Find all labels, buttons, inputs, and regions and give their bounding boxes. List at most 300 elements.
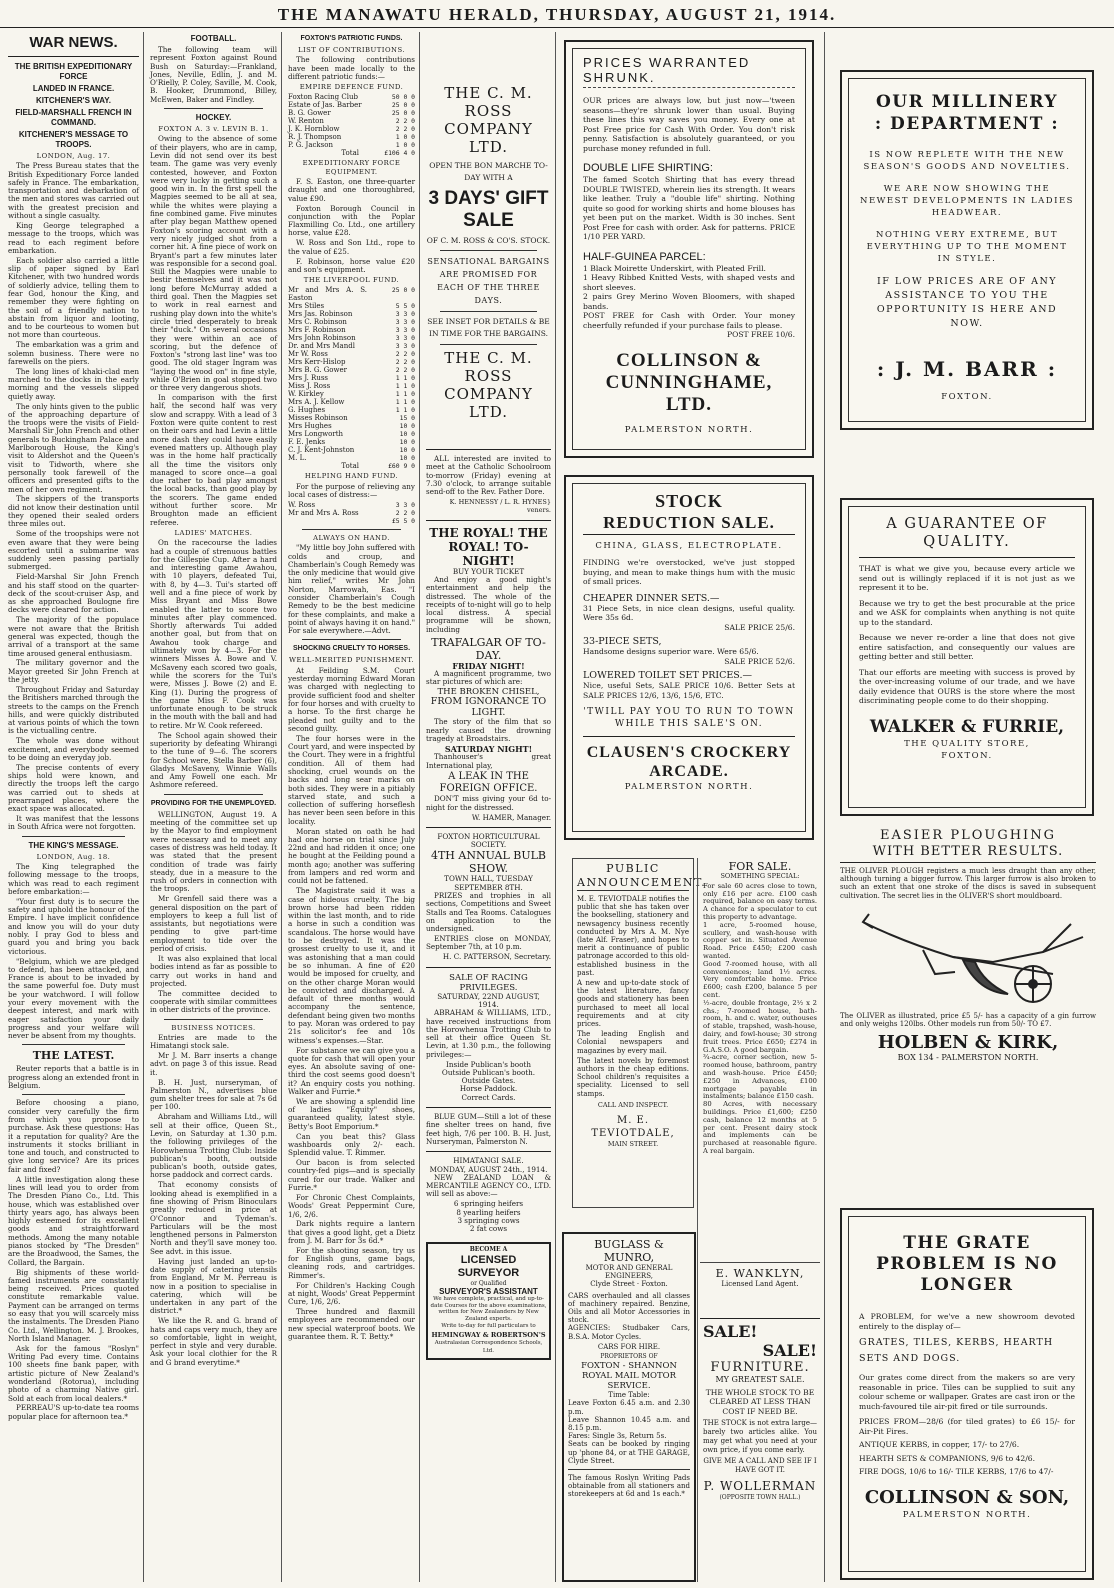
parcel-item: 1 Heavy Ribbed Knitted Vests, with shaped vests and short sleeves.	[583, 273, 795, 292]
article-paragraph: For Chronic Chest Complaints, Woods' Great Peppermint Cure, 1/6, 2/6.	[288, 1192, 415, 1219]
contribution-amount: 1 1 0	[395, 398, 415, 407]
article-paragraph: A little investigation along these lines will lead you to order from The Dresden Piano Co., Ltd. This house, which was established over thirty years ago, has always been highly esteemed for its excellent goods and straightforward methods. Among the many notable pianos stocked by "The Dresden" are the Broadwood, the Sames, the Collard, the Bargain.	[8, 1174, 139, 1267]
stock-item: 8 yearling heifers	[456, 1207, 521, 1217]
forsale-item: For sale 60 acres close to town, only £16 per acre. £100 cash required, balance on easy terms. A chance for a speculator to cut this property to advantage.	[703, 881, 817, 921]
contributor-name: Mrs John Robinson	[288, 334, 356, 343]
article-paragraph: Our bacon is from selected country-fed pigs—and is specially cured for our trade. Walker and Furrie.*	[288, 1158, 415, 1193]
article-paragraph: "Belgium, which we are pledged to defend, has been attacked, and France is about to be invaded by the same powerful foe. Duty must be your watchword. I will follow your every movement with the deepest interest, and mark with eager satisfaction your daily progress and your welfare will never be absent from my thoughts.	[8, 956, 139, 1041]
wollerman-firm: P. WOLLERMAN	[703, 1479, 817, 1494]
contribution-amount: 10 0	[399, 430, 415, 439]
ad-buglass-munro	[562, 1232, 696, 1582]
empire-fund-list	[288, 93, 415, 149]
kings-message-head: THE KING'S MESSAGE.	[28, 840, 119, 850]
contribution-amount: 5 5 0	[395, 302, 415, 311]
contribution-row	[288, 101, 415, 109]
ad-ploughing	[832, 826, 1104, 1088]
contribution-row	[288, 438, 415, 446]
stock-sub: CHINA, GLASS, ELECTROPLATE.	[595, 541, 783, 551]
public-body: M. E. TEVIOTDALE notifies the public that she has taken over the bookselling, stationery and newsagency business recently conducted by Mrs A. M. Nye (late Alf. Fraser), and hopes to merit a continuance of public patronage accorded to this old-established business in the past.	[577, 895, 689, 977]
article-paragraph: Entries are made to the Himatangi stock sale.	[150, 1032, 277, 1051]
buglass-addr: Clyde Street · Foxton.	[590, 1280, 668, 1289]
grate-l1: THE GRATE PROBLEM IS NO LONGER	[876, 1233, 1058, 1295]
guarantee-p: Because we never re-order a line that does not give entire satisfaction, and consequently our values are getting better and still better.	[859, 633, 1075, 661]
bulb-place: TOWN HALL, TUESDAY SEPTEMBER 8TH.	[444, 874, 533, 892]
fund-total	[288, 462, 415, 470]
bulb-head: 4TH ANNUAL BULB SHOW.	[430, 849, 547, 876]
prices-body: OUR prices are always low, but just now—'tween seasons—they're shrunk lower than usual. Buying these lines this way saves you money. Every one at Post Free price for Cash With Order. You don't risk penny. Satisfaction is absolutely guaranteed, or you purchase money refunded in full.	[583, 96, 795, 153]
stock-head-1: STOCK	[655, 491, 723, 511]
subhead: FIELD-MARSHALL FRENCH IN COMMAND.	[15, 108, 132, 127]
latest-head: THE LATEST.	[32, 1049, 115, 1063]
football-head: FOOTBALL.	[190, 34, 237, 43]
article-paragraph: PERREAU'S up-to-date tea rooms popular place for afternoon tea.*	[8, 1403, 139, 1421]
holben-box: BOX 134 - PALMERSTON NORTH.	[897, 1053, 1039, 1063]
article-paragraph: For the purpose of relieving any local cases of distress:—	[288, 481, 415, 500]
unemployed-head: PROVIDING FOR THE UNEMPLOYED.	[150, 799, 277, 807]
fund-head: EMPIRE DEFENCE FUND.	[299, 83, 404, 92]
barr-firm: : J. M. BARR :	[876, 357, 1058, 381]
racing-item: Outside Publican's booth.	[441, 1067, 536, 1077]
contrib-head: LIST OF CONTRIBUTIONS.	[297, 46, 406, 54]
article-paragraph: For the shooting season, try us for English guns, game bags, cleaning rods, and cartridges. Rimmer's.	[288, 1245, 415, 1280]
bulb-body: PRIZES and trophies in all sections, Competitions and Sweet Stalls and Tea Rooms. Catalogues on application to the undersigned.	[426, 891, 551, 934]
contribution-amount: 3 3 0	[395, 500, 415, 509]
buglass-trade: MOTOR AND GENERAL ENGINEERS,	[585, 1264, 673, 1281]
guarantee-p: THAT is what we give you, because every article we send out is willingly replaced if it is not just as we represent it to be.	[859, 564, 1075, 592]
subhead: KITCHENER'S WAY.	[36, 96, 111, 105]
contributor-name: Mrs A. J. Kellow	[288, 398, 345, 407]
public-sign: M. E. TEVIOTDALE,	[591, 1115, 675, 1140]
racing-item: Outside Gates.	[461, 1076, 516, 1086]
contribution-amount: 1 1 0	[395, 406, 415, 415]
grate-p1: A PROBLEM, for we've a new showroom devoted entirely to the display of—	[859, 1312, 1075, 1331]
contribution-row	[288, 334, 415, 342]
contribution-amount: 3 3 0	[395, 334, 415, 343]
parcel-price: POST FREE 10/6.	[727, 330, 795, 339]
himatangi-date: MONDAY, AUGUST 24th., 1914.	[429, 1164, 548, 1174]
millinery-p2: WE ARE NOW SHOWING THE NEWEST DEVELOPMENTS IN LADIES HEADWEAR.	[860, 184, 1074, 218]
article-paragraph: The embarkation was a grim and solemn business. There were no farewells on the piers.	[8, 340, 139, 366]
contribution-row	[288, 310, 415, 318]
public-body: The leading English and Colonial newspapers and magazines by every mail.	[577, 1030, 689, 1055]
contribution-amount: 3 3 0	[395, 310, 415, 319]
contribution-row	[288, 358, 415, 366]
plough-l2: WITH BETTER RESULTS.	[840, 844, 1096, 863]
firm-town: PALMERSTON NORTH.	[902, 1509, 1032, 1520]
buglass-name: BUGLASS & MUNRO,	[594, 1238, 664, 1264]
surveyor-top: BECOME A	[469, 1245, 508, 1253]
fund-total	[288, 149, 415, 157]
total-value: £5 5 0	[391, 516, 415, 525]
contribution-row	[288, 390, 415, 398]
war-news-title: WAR NEWS.	[29, 34, 118, 51]
subhead: THE BRITISH EXPEDITIONARY FORCE	[14, 62, 133, 81]
article-paragraph: That economy consists of looking ahead is exemplified in a fine showing of Prism Binoculars greatly reduced in price at O'Connor and Tydeman's. Particulars will be the most lengthened persons in Palmerston North and they'll save money too. See advt. in this issue.	[150, 1180, 277, 1256]
parcel-head: HALF-GUINEA PARCEL:	[583, 250, 706, 263]
surveyor-write: Write to-day for full particulars to	[441, 1323, 536, 1330]
surveyor-or: or Qualified	[470, 1279, 507, 1287]
contribution-amount: 10 0	[399, 422, 415, 431]
hockey-head: HOCKEY.	[195, 113, 232, 123]
article-paragraph: Some of the troopships were not even aware that they were being escorted until a submarine was suddenly seen passing partially submerged.	[8, 529, 139, 572]
walker-firm: WALKER & FURRIE,	[869, 716, 1065, 737]
greatest-sale: MY GREATEST SALE.	[715, 1375, 805, 1384]
contribution-amount: 1 1 0	[395, 374, 415, 383]
contributor-name: G. Hughes	[288, 406, 326, 415]
contribution-row	[288, 93, 415, 101]
film-body: The story of the film that so nearly caused the drowning tragedy at Broadstairs.	[426, 717, 551, 744]
contributor-name: W. Renton	[288, 117, 324, 126]
guarantee-l2: QUALITY.	[923, 534, 1011, 550]
article-paragraph: Owing to the absence of some of their players, who are in camp, Levin did not send over its best team. The game was very evenly contested, however, and Foxton were very lucky in getting such a good win in. In the first spell the Magpies seemed to be all at sea, while the whites were playing a fine combined game. Five minutes after play began Matthew opened Foxton's scoring account with a very nicely judged shot from a corner hit. A fine piece of work on Bryant's part a few minutes later was responsible for a second goal. Still the Magpies were unable to bestir themselves and it was not long before McMurray added a third goal. Then the Magpies set to work in real earnest and rushing play down into the white's circle tried desperately to break their "duck." On several occasions they were within an ace of scoring, but the defence of Foxton's "strong last line" was too good. The old stager Ingram was "laying the wood on" in fine style, while O'Brien in goal stopped two or three very dangerous shots.	[150, 134, 277, 393]
article-paragraph: Field-Marshal Sir John French and his staff stood on the quarter-deck of the scout-cruiser Asp, and as she approached Boulogne fire decks were cleared for action.	[8, 572, 139, 615]
grate-dogs: FIRE DOGS, 10/6 to 16/- TILE KERBS, 17/6 to 47/-	[859, 1467, 1054, 1476]
forsale-item: Good 7-roomed house, with all conveniences; land 1½ acres. Very comfortable home. Price £600; cash £200, balance 5 per cent.	[703, 959, 817, 999]
article-paragraph: Throughout Friday and Saturday the Britishers marched through the streets to the camps on the French hills, and were quickly distributed at various points of which the town is the victualling centre.	[8, 684, 139, 736]
firm-town: FOXTON.	[941, 392, 993, 402]
article-paragraph: B. H. Just, nurseryman, of Palmerston N., advertises blue gum shelter trees for sale at 7s 6d per 100.	[150, 1077, 277, 1112]
grate-hearth: HEARTH SETS & COMPANIONS, 9/6 to 42/6.	[859, 1453, 1036, 1463]
contribution-row	[288, 133, 415, 141]
contributor-name: Dr. and Mrs Mandl	[288, 342, 355, 351]
sale-head: SALE!	[703, 1322, 758, 1341]
fund-head: HELPING HAND FUND.	[304, 472, 399, 481]
contribution-amount: 10 0	[399, 454, 415, 463]
article-paragraph: The skippers of the transports did not know their destination until they opened their sealed orders three miles out.	[8, 494, 139, 529]
contribution-amount: 50 0 0	[391, 93, 415, 102]
contributor-name: Mrs Kerr-Hislop	[288, 358, 346, 367]
contribution-row	[288, 414, 415, 422]
friday-head: FRIDAY NIGHT!	[452, 660, 525, 671]
racing-item: Horse Paddock.	[459, 1084, 518, 1094]
buglass-body: CARS overhauled and all classes of machinery repaired. Benzine, Oils and all Motor Accessories in stock.	[568, 1291, 690, 1325]
sale-head: SALE!	[762, 1341, 817, 1360]
guarantee-p: That our efforts are meeting with success is proved by the over-increasing volume of our trade, and we have daily evidence that OURS is the store where the most discriminating people come to do their shopping.	[859, 667, 1075, 705]
article-paragraph: Having just landed an up-to-date supply of catering utensils from England, Mr M. Perreau is now in a position to specialise in catering, which will be undertaken in any part of the district.*	[150, 1256, 277, 1316]
millinery-p4: IF LOW PRICES ARE OF ANY ASSISTANCE TO YOU THE OPPORTUNITY IS HERE AND NOW.	[876, 276, 1058, 329]
column-funds	[284, 32, 420, 1582]
plough-illustration	[843, 902, 1093, 1012]
buglass-time: Fares: Single 3s, Return 5s.	[568, 1432, 667, 1441]
furniture-give: GIVE ME A CALL AND SEE IF I HAVE GOT IT.	[703, 1457, 817, 1475]
article-paragraph: The whole was done without excitement, and everybody seemed to be doing an everyday job.	[8, 736, 139, 762]
furniture-body: THE STOCK is not extra large—barely two articles alike. You may get what you need at your own price, if you come early.	[703, 1419, 817, 1454]
firm-town: PALMERSTON NORTH.	[624, 424, 754, 435]
contribution-row	[288, 374, 415, 382]
article-paragraph: We like the R. and G. brand of hats and caps very much, they are so comfortable, light in weight, perfect in style and very durable. Ask your local clothier for the R and G brand everytime.*	[150, 1316, 277, 1367]
subhead: LANDED IN FRANCE.	[32, 84, 115, 93]
article-paragraph: Reuter reports that a battle is in progress along an extended front in Belgium.	[8, 1064, 139, 1091]
contribution-row	[288, 141, 415, 149]
buglass-time: Leave Foxton 6.45 a.m. and 2.30 p.m.	[568, 1399, 690, 1416]
sets33-body: Handsome designs superior ware. Were 65/6.	[583, 647, 759, 656]
film-title: THE BROKEN CHISEL,	[437, 687, 540, 698]
business-head: BUSINESS NOTICES.	[171, 1023, 256, 1032]
contribution-amount: 25 0 0	[391, 109, 415, 118]
contribution-row	[288, 350, 415, 358]
contribution-amount: 3 3 0	[395, 342, 415, 351]
article-paragraph: In comparison with the first half, the second half was very slow and scrappy. With a lead of 3 Foxton were quite content to rest on their oars and had Levin a little more dash they could have easily evened matters up. Although play was in the home half practically all the time the visitors only managed to score once—a goal due rather to bad play amongst the local backs, than good play by the scorers. The game ended without further score. Mr Broughton made an efficient referee.	[150, 393, 277, 527]
contribution-row	[288, 446, 415, 454]
article-paragraph: The School again showed their superiority by defeating Whirangi to the tune of 9—6. The scorers for School were, Stella Barber (6), Gladys McSaveny, Winnie Walls and Amy Fowell one each. Mr Ashmore refereed.	[150, 730, 277, 790]
whole-stock: THE WHOLE STOCK TO BE CLEARED AT LESS THAN COST IF NEED BE.	[705, 1387, 815, 1416]
contribution-amount: 2 2 0	[395, 350, 415, 359]
article-paragraph: It was manifest that the lessons in South Africa were not forgotten.	[8, 814, 139, 832]
parcel-item: 2 pairs Grey Merino Woven Bloomers, with shaped bands.	[583, 292, 795, 311]
grate-items: GRATES, TILES, KERBS, HEARTH SETS AND DOGS.	[859, 1337, 1054, 1364]
toilet-head: LOWERED TOILET SET PRICES.—	[583, 670, 752, 681]
ross-name-2: THE C. M. ROSS COMPANY LTD.	[444, 349, 533, 421]
plough-caption: The OLIVER as illustrated, price £5 5/- has a capacity of a gin furrow and only weighs 120lbs. Other models run from 50/- TO £7.	[840, 1011, 1096, 1029]
dateline: LONDON, Aug. 18.	[36, 852, 111, 861]
plough-body: THE OLIVER PLOUGH registers a much less draught than any other, although turning a bigger furrow. This larger furrow is also broken to such an extent that one stroke of the discs is saved in subsequent cultivation. The secret lies in the OLIVER'S short mouldboard.	[840, 867, 1096, 900]
contributor-name: B. G. Gower	[288, 109, 331, 118]
contribution-row	[288, 117, 415, 125]
contributor-name: Mrs F. Robinson	[288, 326, 346, 335]
grate-prices: PRICES FROM—28/6 (for tiled grates) to £6 15/- for Air-Pit Fires.	[859, 1417, 1075, 1436]
article-paragraph: We are showing a splendid line of ladies "Equity" shoes, guaranteed quality, latest style. Betty's Boot Emporium.*	[288, 1096, 415, 1131]
public-body: A new and up-to-date stock of the latest literature, fancy goods and stationery has been purchased to meet all local requirements and at city prices.	[577, 979, 689, 1029]
contribution-row	[288, 430, 415, 438]
ad-stock-reduction	[564, 475, 814, 840]
article-paragraph: At Feilding S.M. Court yesterday morning Edward Moran was charged with neglecting to provide sufficient food and shelter for four horses and with cruelty to a horse. To the first charge he pleaded not guilty and to the second guilty.	[288, 665, 415, 733]
surveyor-sub: Australasian Correspondence Schools, Ltd.	[434, 1340, 543, 1355]
article-paragraph: Abraham and Williams Ltd., will sell at their office, Queen St., Levin, on Saturday at 1.30 p.m. the following privileges of the Horowhenua Trotting Club: Inside publican's booth, outside publican's booth, outside gates, horse paddock and correct cards.	[150, 1112, 277, 1180]
contributor-name: Foxton Racing Club	[288, 93, 358, 102]
contribution-amount: 1 0 0	[395, 133, 415, 142]
article-paragraph: The King telegraphed the following message to the troops, which was read to each regiment before embarkation:—	[8, 862, 139, 896]
contribution-amount: 3 3 0	[395, 326, 415, 335]
contributor-name: C. J. Kent-Johnston	[288, 446, 355, 455]
film-title: A LEAK IN THE FOREIGN OFFICE.	[439, 771, 538, 795]
stock-pay: 'TWILL PAY YOU TO RUN TO TOWN WHILE THIS SALE'S ON.	[583, 707, 795, 729]
contribution-amount: 2 2 0	[395, 117, 415, 126]
royal-buy: BUY YOUR TICKET	[452, 566, 525, 576]
ad-wanklyn	[700, 1262, 820, 1316]
ad-prices-shrunk	[564, 40, 814, 458]
bluegum-notice: BLUE GUM—Still a lot of these fine shelter trees on hand, five feet high, 7/6 per 100. B. H. Just, Nurseryman, Palmerston N.	[426, 1112, 551, 1146]
article-paragraph: The majority of the populace were not aware that the British general was expected, though the arrival of a transport at the same time aroused general enthusiasm.	[8, 615, 139, 658]
stock-item: 2 fat cows	[469, 1224, 508, 1234]
article-paragraph: The only hints given to the public of the approaching departure of the troops were the visits of Field-Marshall Sir John French and other generals to Buckingham Palace and Marlborough House, the King's visit to Aldershot and the Queen's visit to Tidworth, where she personally took farewell of the officers and presented gifts to the men of her own regiment.	[8, 401, 139, 494]
film-title: FROM IGNORANCE TO LIGHT.	[430, 696, 547, 719]
saturday-head: SATURDAY NIGHT!	[444, 743, 533, 754]
holben-firm: HOLBEN & KIRK,	[877, 1032, 1059, 1054]
ross-see: SEE INSET FOR DETAILS & BE IN TIME FOR THE BARGAINS.	[427, 317, 550, 338]
total-value: £106 4 0	[384, 149, 415, 158]
ross-name: THE C. M. ROSS COMPANY LTD.	[444, 84, 533, 156]
helping-fund-list	[288, 501, 415, 517]
ross-of: OF C. M. ROSS & CO'S. STOCK.	[426, 236, 551, 245]
article-paragraph: Ask for the famous "Roslyn" Writing Pad every time. Contains 100 sheets fine bank paper, with artistic picture of New Zealand's wonderland (Rotorua), including photo of a charming Native girl. Sold at each from local dealers.*	[8, 1343, 139, 1403]
manager-sign: W. HAMER, Manager.	[471, 812, 551, 822]
parcel-item: 1 Black Moirette Underskirt, with Pleated Frill.	[583, 263, 766, 273]
cruelty-sub: WELL-MERITED PUNISHMENT.	[288, 656, 415, 665]
contributor-name: Mr and Mrs A. S. Easton	[288, 286, 367, 303]
racing-date: SATURDAY, 22ND AUGUST, 1914.	[437, 991, 540, 1009]
contribution-row	[288, 509, 415, 517]
contribution-amount: 10 0	[399, 446, 415, 455]
contribution-amount: 10 0	[399, 438, 415, 447]
contribution-amount: 3 3 0	[395, 318, 415, 327]
ad-guarantee	[840, 498, 1094, 816]
cruelty-head: SHOCKING CRUELTY TO HORSES.	[292, 645, 411, 653]
clausen-firm: CLAUSEN'S CROCKERY ARCADE.	[586, 744, 792, 780]
surveyor-small: We have complete, practical, and up-to-date Courses for the above examinations, written for New Zealanders by New Zealand experts.	[430, 1296, 547, 1322]
ladies-head: LADIES' MATCHES.	[174, 528, 253, 537]
surveyor-firm: HEMINGWAY & ROBERTSON'S	[431, 1330, 546, 1339]
buglass-time: Leave Shannon 10.45 a.m. and 8.15 p.m.	[568, 1415, 690, 1433]
contribution-amount: 25 0 0	[391, 286, 415, 295]
article-paragraph: "My little boy John suffered with colds and croup, and Chamberlain's Cough Remedy was the only medicine that would give him relief," writes Mr John Norton, Marrowah, Eas. "I consider Chamberlain's Cough Remedy to be the best medicine for these complaints, and make a point of always having it on hand." For sale everywhere.—Advt.	[288, 543, 415, 636]
guarantee-l1: A GUARANTEE OF	[886, 516, 1048, 532]
racing-body: ABRAHAM & WILLIAMS, LTD., have received instructions from the Horowhenua Trotting Club to sell at their office Queen St. Levin, at 1.30 p.m., the following privileges:—	[426, 1008, 551, 1059]
article-paragraph: Each soldier also carried a little slip of paper signed by Earl Kitchener, with two hundred words of soldierly advice, telling them to fear God, honour the King, and remember they were fighting on the soil of a friendly nation to abstain from liquor and looting, and to be courteous to women but not more than courteous.	[8, 255, 139, 340]
saturday-body: Thanhouser's great International play,	[426, 752, 551, 770]
surveyor-ad	[426, 1242, 551, 1360]
always-head: ALWAYS ON HAND.	[313, 533, 390, 542]
contribution-amount: 15 0	[399, 414, 415, 423]
contribution-row	[288, 318, 415, 326]
contribution-amount: 1 1 0	[395, 390, 415, 399]
article-paragraph: Mr J. M. Barr inserts a change advt. on page 3 of this issue. Read it.	[150, 1051, 277, 1077]
contribution-amount: 25 0 0	[391, 101, 415, 110]
contribution-amount: 1 1 0	[395, 382, 415, 391]
catholic-sign: K. HENNESSY / L. R. HYNES} veners.	[449, 498, 551, 515]
article-paragraph: Three hundred and flaxmill employees are recommended our new special waterproof boots. We guarantee them. R. T. Betty.*	[288, 1307, 415, 1342]
article-paragraph: Mr Grenfell said there was a general disposition on the part of employers to keep a full list of assistants, but negotiations were pending to give part-time employment to tide over the period of crisis.	[150, 894, 277, 954]
contribution-row	[288, 342, 415, 350]
hort-head: FOXTON HORTICULTURAL SOCIETY.	[437, 831, 540, 850]
fund-head: EXPEDITIONARY FORCE EQUIPMENT.	[302, 159, 401, 176]
contributor-name: J. K. Hornblow	[288, 125, 340, 134]
public-body: The latest novels by foremost authors in the cheap editions. School children's requisites a speciality. Licensed to sell stamps.	[577, 1056, 689, 1098]
forsale-head: FOR SALE.	[728, 860, 792, 873]
ross-bargains: SENSATIONAL BARGAINS ARE PROMISED FOR EACH OF THE THREE DAYS.	[427, 257, 550, 305]
himatangi-head: HIMATANGI SALE.	[453, 1156, 524, 1166]
contribution-row	[288, 501, 415, 509]
article-paragraph: Big shipments of these world-famed instruments are constantly being received. Prices quoted constitute remarkable value. Payment can be arranged on terms so easy that you will scarcely miss the instalments. The Dresden Piano Co. Ltd., Wellington. M. J. Brookes, North Island Manager.	[8, 1267, 139, 1343]
article-paragraph: Dark nights require a lantern that gives a good light, get a Dietz from J. M. Barr for 3s 6d.*	[288, 1219, 415, 1245]
article-paragraph: The committee decided to cooperate with similar committees in other districts of the province.	[150, 988, 277, 1015]
buglass-table: Time Table:	[608, 1391, 650, 1400]
article-paragraph: F. S. Easton, one three-quarter draught and one thoroughbred, value £90.	[288, 177, 415, 203]
hockey-score: FOXTON A. 3 v. LEVIN B. 1.	[158, 125, 269, 134]
total-label: Total	[341, 462, 359, 471]
catholic-notice: ALL interested are invited to meet at the Catholic Schoolroom to-morrow (Friday) evening at 7.30 o'clock, to arrange suitable send-off to the Rev. Father Dore.	[426, 454, 551, 497]
walker-store: THE QUALITY STORE,	[904, 738, 1030, 749]
contribution-amount: 2 2 0	[395, 358, 415, 367]
stock-head-2: REDUCTION SALE.	[583, 512, 795, 535]
article-paragraph: F. Robinson, horse value £20 and son's equipment.	[288, 256, 415, 274]
stock-item: 6 springing heifers	[453, 1199, 524, 1209]
article-paragraph: For substance we can give you a quote for cash that will open your eyes. An absolute saving of one-third the cost seems good doesn't it? An enquiry costs you nothing. Walker and Furrie.*	[288, 1045, 415, 1096]
contributor-name: Misses Robinson	[288, 414, 348, 423]
buglass-agencies: AGENCIES: Studbaker Cars, B.S.A. Motor Cycles.	[568, 1324, 690, 1341]
royal-head: THE ROYAL! THE ROYAL! TO-NIGHT!	[429, 525, 548, 568]
contribution-row	[288, 406, 415, 414]
dinner-body: 31 Piece Sets, in nice clean designs, useful quality. Were 35s 6d.	[583, 603, 795, 622]
article-paragraph: For Children's Hacking Cough at night, Woods' Great Peppermint Cure, 1/6, 2/6.	[288, 1280, 415, 1307]
contributor-name: Mr and Mrs A. Ross	[288, 508, 359, 517]
stock-item: 3 springing cows	[457, 1215, 520, 1225]
article-paragraph: Before choosing a piano, consider very carefully the firm from which you propose to purchase. Ask these questions: Has it a reputation for quality? Are the instruments it stocks brilliant in tone and touch, and constructed to give long service? Are its prices fair and fixed?	[8, 1098, 139, 1174]
contributor-name: Mrs Hughes	[288, 422, 332, 431]
contribution-amount: 2 2 0	[395, 508, 415, 517]
contribution-row	[288, 109, 415, 117]
article-paragraph: Moran stated on oath he had had one horse on trial since July 22nd and had ridden it once; one he bought at the Feilding pound a month ago; another was suffering from lampers and red worm and could not be fattened.	[288, 826, 415, 886]
public-call: CALL AND INSPECT.	[597, 1100, 669, 1109]
column-sport	[146, 32, 282, 1582]
secretary-sign: H. C. PATTERSON, Secretary.	[442, 952, 551, 962]
firm-town: FOXTON.	[941, 750, 993, 761]
contributor-name: W. Kirkley	[288, 390, 324, 399]
surveyor-big: LICENSED SURVEYOR	[457, 1253, 520, 1279]
contributor-name: W. Ross	[288, 500, 316, 509]
fund-head: THE LIVERPOOL FUND.	[303, 276, 400, 285]
contribution-row	[288, 366, 415, 374]
contributor-name: Mr W. Ross	[288, 350, 328, 359]
article-paragraph: WELLINGTON, August 19. A meeting of the committee set up by the Mayor to find employment were necessary and to meet any cases of distress was held today. It was stated that the present condition of trade was fairly steady, due in a measure to the rush of orders in connection with the troops.	[150, 809, 277, 894]
public-street: MAIN STREET.	[607, 1140, 659, 1149]
millinery-p1: IS NOW REPLETE WITH THE NEW SEASON'S GOODS AND NOVELTIES.	[863, 150, 1071, 172]
contributor-name: Mrs J. Russ	[288, 374, 329, 383]
forsale-item: ½-acre, double frontage, 2½ x 2 chs.; 7-roomed house, bath-room, h. and c. water, outhouses of stable, trapshed, wash-house, dairy, and fowl-house; 30 strong fruit trees. Price £650; £274 in G.A.S.O. A good bargain.	[703, 998, 817, 1054]
forsale-item: ¾-acre, corner section, new 5-roomed house, bathroom, pantry and wash-house. Price £450; £250 in Advances, £100 mortgage payable in instalments; balance £150 cash.	[703, 1053, 817, 1101]
contribution-row	[288, 286, 415, 302]
contribution-amount: 2 2 0	[395, 125, 415, 134]
firm-town: PALMERSTON NORTH.	[624, 782, 754, 792]
article-paragraph: King George telegraphed a message to the troops, which was read to each regiment before embarkation.	[8, 220, 139, 255]
forsale-sub: SOMETHING SPECIAL:	[720, 872, 800, 880]
contribution-row	[288, 382, 415, 390]
sets33-head: 33-PIECE SETS,	[583, 636, 662, 647]
grate-kerbs: ANTIQUE KERBS, in copper, 17/- to 27/6.	[859, 1440, 1020, 1449]
prices-head: PRICES WARRANTED SHRUNK.	[583, 55, 795, 88]
article-paragraph: Foxton Borough Council in conjunction with the Poplar Flaxmilling Co. Ltd., one artillery horse, value £28.	[288, 203, 415, 238]
article-paragraph: The Magistrate said it was a case of hideous cruelty. The big brown horse had been ridden within the last month, and to ride a horse in such a condition was scandalous. The horse would have to be destroyed. It was the grossest cruelty to use it, and it was astonishing that a man could be so inhuman. A fine of £20 would be imposed for cruelty, and on the other charge Moran would be convicted and discharged. A default of three months would accompany the sentence, defendant being given two months to pay. Moran was ordered to pay 21s solicitor's fee and 10s witness's expenses.—Star.	[288, 886, 415, 1045]
contributor-name: P. G. Jackson	[288, 141, 333, 150]
contributor-name: Miss J. Ross	[288, 382, 331, 391]
total-value: £60 9 0	[388, 462, 415, 471]
stock-intro: FINDING we're overstocked, we've just stopped buying, and mean to make things hum with the music of small prices.	[583, 558, 795, 586]
ad-millinery	[840, 70, 1094, 430]
forsale-item: 1 acre, 5-roomed house, scullery, and wash-house with copper set in. Situated Avenue Road. Price £450; £200 cash wanted.	[703, 920, 817, 960]
royal-body: And enjoy a good night's entertainment and help the distressed. The whole of the receipts of to-night will go to help local distress. A special programme will be shown, including	[426, 574, 551, 634]
roslyn-notice: The famous Roslyn Writing Pads obtainable from all stationers and storekeepers at 6d and 1s each.*	[568, 1474, 690, 1499]
buglass-service: FOXTON - SHANNON ROYAL MAIL MOTOR SERVICE.	[581, 1361, 677, 1392]
column-notices	[422, 32, 556, 1582]
racing-item: Correct Cards.	[461, 1092, 516, 1102]
contributor-name: Mrs B. G. Gower	[288, 366, 348, 375]
millinery-l1: OUR MILLINERY	[875, 92, 1059, 112]
contributor-name: Mrs Longworth	[288, 430, 344, 439]
collinson-firm: COLLINSON & CUNNINGHAME, LTD.	[605, 349, 773, 415]
ad-public-announcement	[572, 858, 707, 1208]
contributor-name: Mrs Jas. Robinson	[288, 310, 353, 319]
buglass-seats: Seats can be booked by ringing up 'phone 84, or at THE GARAGE, Clyde Street.	[568, 1440, 690, 1465]
article-paragraph: The long lines of khaki-clad men marched to the docks in the early morning and the vessels slipped quietly away.	[8, 366, 139, 401]
ad-furniture-sale	[700, 1318, 820, 1582]
contribution-row	[288, 326, 415, 334]
article-paragraph: On the racecourse the ladies had a couple of strenuous battles for the Gillespie Cup. After a hard and interesting game Awahou, with 10 players, defeated Tui, with 8, by 4—3. Tui's started off well and a fine piece of work by Miss Bryant and Miss Bowe enabled the latter to score two minutes after play commenced. Shortly afterwards Tui added another goal, but from that on Awahou took charge and ultimately won by 4—3. For the winners Misses A. Bowe and V. McSaveny each scored two goals, while the scorers for the Tui's were, Misses J. Bowe (2) and E. King (1). During the progress of the game Miss F. Cook was unfortunate enough to be struck in the mouth with the ball and had to retire. Mr W. Cook refereed.	[150, 538, 277, 730]
furniture-head: FURNITURE.	[710, 1360, 810, 1375]
article-paragraph: It was also explained that local bodies intend as far as possible to carry out works in hand and projected.	[150, 953, 277, 988]
column-war-news	[4, 32, 144, 1582]
article-paragraph: The military governor and the Mayor greeted Sir John French at the jetty.	[8, 658, 139, 685]
dinner-head: CHEAPER DINNER SETS.—	[583, 592, 720, 604]
masthead: THE MANAWATU HERALD, THURSDAY, AUGUST 21, 1914.	[0, 0, 1114, 28]
